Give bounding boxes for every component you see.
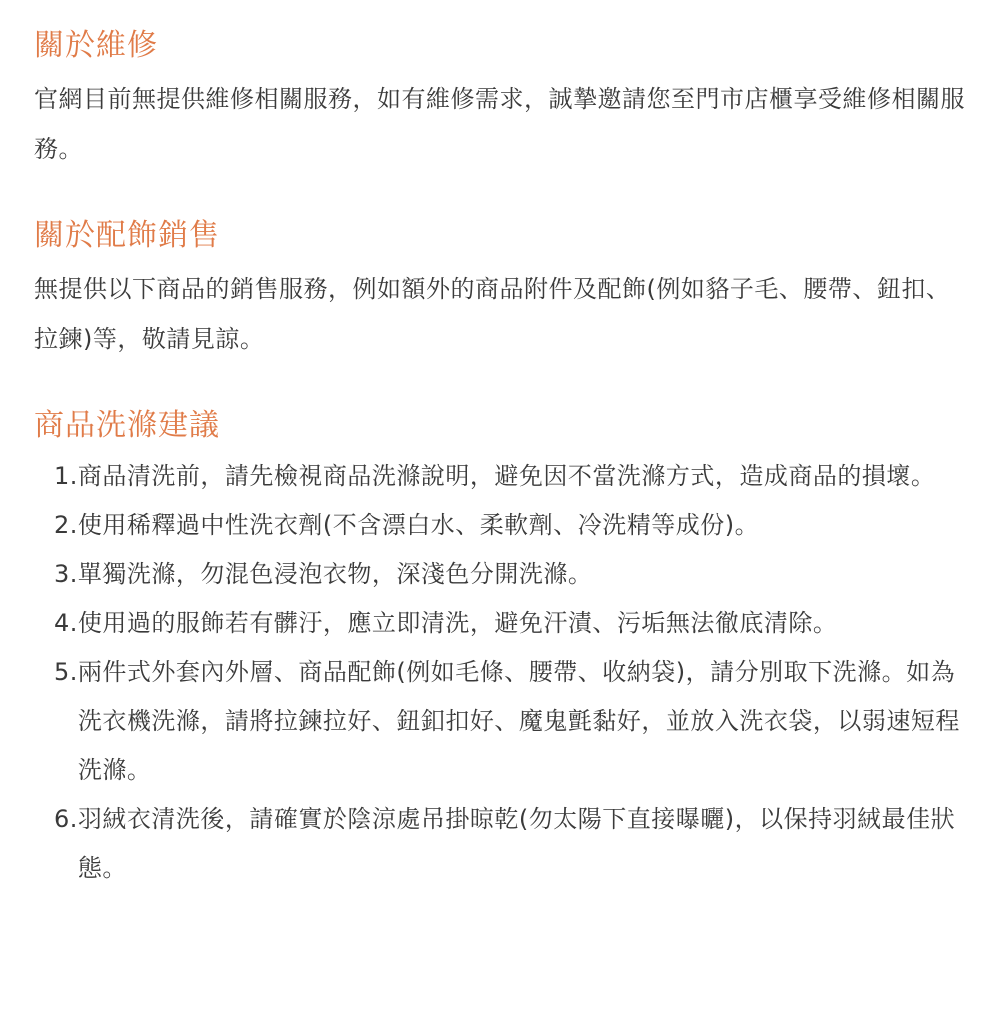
accessories-section [34,212,970,364]
repair-section [34,22,970,174]
list-item-text: 兩件式外套內外層、商品配飾(例如毛條、腰帶、收納袋)，請分別取下洗滌。如為洗衣機洗滌，請將拉鍊拉好、鈕釦扣好、魔鬼氈黏好，並放入洗衣袋，以弱速短程洗滌。 [77,658,960,784]
list-item-number: 5. [54,658,78,686]
list-item [54,795,970,893]
list-item [54,550,970,599]
care-list [34,452,970,893]
list-item-number: 1. [54,462,78,490]
list-item-number: 3. [54,560,78,588]
list-item-text: 商品清洗前，請先檢視商品洗滌說明，避免因不當洗滌方式，造成商品的損壞。 [77,462,936,490]
list-item-text: 羽絨衣清洗後，請確實於陰涼處吊掛晾乾(勿太陽下直接曝曬)，以保持羽絨最佳狀態。 [77,805,956,882]
list-item [54,501,970,550]
repair-title: 關於維修 [34,28,158,63]
list-item-number: 4. [54,609,78,637]
list-item-number: 2. [54,511,78,539]
care-section [34,402,970,893]
list-item-text: 使用過的服飾若有髒汙，應立即清洗，避免汗漬、污垢無法徹底清除。 [77,609,838,637]
list-item-number: 6. [54,805,78,833]
list-item [54,452,970,501]
list-item-text: 使用稀釋過中性洗衣劑(不含漂白水、柔軟劑、冷洗精等成份)。 [77,511,760,539]
list-item [54,599,970,648]
repair-body: 官網目前無提供維修相關服務，如有維修需求，誠摯邀請您至門市店櫃享受維修相關服務。 [34,85,965,163]
list-item-text: 單獨洗滌，勿混色浸泡衣物，深淺色分開洗滌。 [77,560,593,588]
care-title: 商品洗滌建議 [34,408,220,443]
accessories-title: 關於配飾銷售 [34,218,220,253]
accessories-body: 無提供以下商品的銷售服務，例如額外的商品附件及配飾(例如貉子毛、腰帶、鈕扣、拉鍊)等，敬請見諒。 [34,275,951,353]
list-item [54,648,970,795]
